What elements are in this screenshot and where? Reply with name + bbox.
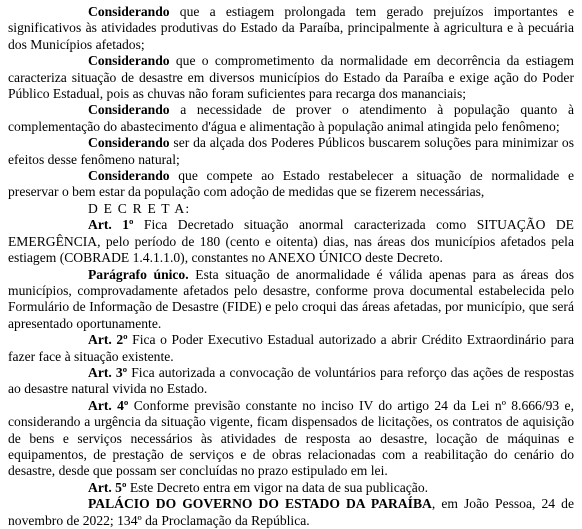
considerando-paragraph xyxy=(8,135,574,168)
decreta-heading: D E C R E T A: xyxy=(88,200,191,216)
considerando-lead: Considerando xyxy=(88,135,170,151)
considerando-paragraph xyxy=(8,53,574,102)
article-text: Fica Decretado situação anormal caracterizada como SITUAÇÃO DE EMERGÊNCIA, pelo período de 180 (cento e oitenta) dias, nas áreas dos municípios afetados pela estiagem (COBRADE 1.4.1.1.0), constantes no ANEXO ÚNICO deste Decreto. xyxy=(8,217,574,266)
article-paragraph xyxy=(8,398,574,480)
closing-paragraph xyxy=(8,496,574,529)
considerando-paragraph xyxy=(8,168,574,201)
considerando-text: que compete ao Estado restabelecer a situação de normalidade e preservar o bem estar da população com adoção de medidas que se fizerem necessárias, xyxy=(8,168,574,200)
article-paragraph xyxy=(8,480,574,496)
article-lead: Art. 3º xyxy=(88,364,128,380)
article-text: Fica o Poder Executivo Estadual autorizado a abrir Crédito Extraordinário para fazer face à situação existente. xyxy=(8,332,574,364)
article-text: Conforme previsão constante no inciso IV do artigo 24 da Lei nº 8.666/93 e, considerando a urgência da situação vigente, ficam dispensados de licitações, os contratos de aquisição de bens e serviços necessários às atividades de resposta ao desastre, locação de máquinas e equipamentos, de prestação de serviços e de obras relacionadas com a reabilitação do cenário do desastre, desde que possam ser concluídas no prazo estipulado em lei. xyxy=(8,397,574,479)
article-paragraph xyxy=(8,365,574,398)
closing-lead: PALÁCIO DO GOVERNO DO ESTADO DA PARAÍBA xyxy=(88,496,432,512)
article-lead: Art. 5º xyxy=(88,479,127,495)
considerando-text: que o comprometimento da normalidade em decorrência da estiagem caracteriza situação de desastre em diversos municípios do Estado da Paraíba e exige ação do Poder Público Estadual, pois as chuvas não foram suficientes para recarga dos mananciais; xyxy=(8,53,574,102)
article-text: Fica autorizada a convocação de voluntários para reforço das ações de respostas ao desastre natural vivida no Estado. xyxy=(8,364,574,397)
considerando-text: ser da alçada dos Poderes Públicos buscarem soluções para minimizar os efeitos desse fenômeno natural; xyxy=(8,135,574,167)
article-text: Esta situação de anormalidade é válida apenas para as áreas dos municípios, comprovadamente afetados pelo desastre, conforme prova documental estabelecida pelo Formulário de Informação de Desastre (FIDE) e pelo croqui das áreas afetadas, por município, que será apresentado oportunamente. xyxy=(8,266,574,331)
considerando-paragraph xyxy=(8,4,574,53)
considerando-lead: Considerando xyxy=(88,168,170,184)
article-lead: Art. 1º xyxy=(88,217,134,233)
considerando-lead: Considerando xyxy=(88,4,170,19)
considerando-paragraph xyxy=(8,102,574,135)
article-text: Este Decreto entra em vigor na data de sua publicação. xyxy=(126,479,429,495)
article-lead: Art. 2º xyxy=(88,332,128,348)
article-lead: Parágrafo único. xyxy=(88,266,189,282)
article-lead: Art. 4º xyxy=(88,397,129,413)
article-paragraph xyxy=(8,332,574,365)
article-paragraph xyxy=(8,267,574,333)
considerando-text: a necessidade de prover o atendimento à população quanto à complementação do abastecimento d'água e alimentação à população animal atingida pelo fenômeno; xyxy=(8,102,574,134)
considerando-text: que a estiagem prolongada tem gerado prejuízos importantes e significativos às atividades produtivas do Estado da Paraíba, principalmente à agricultura e à pecuária dos Municípios afetados; xyxy=(8,4,574,52)
considerando-lead: Considerando xyxy=(88,102,170,118)
article-paragraph xyxy=(8,217,574,266)
closing-text: , em João Pessoa, 24 de novembro de 2022; 134º da Proclamação da República. xyxy=(8,496,574,528)
considerando-lead: Considerando xyxy=(88,53,170,69)
